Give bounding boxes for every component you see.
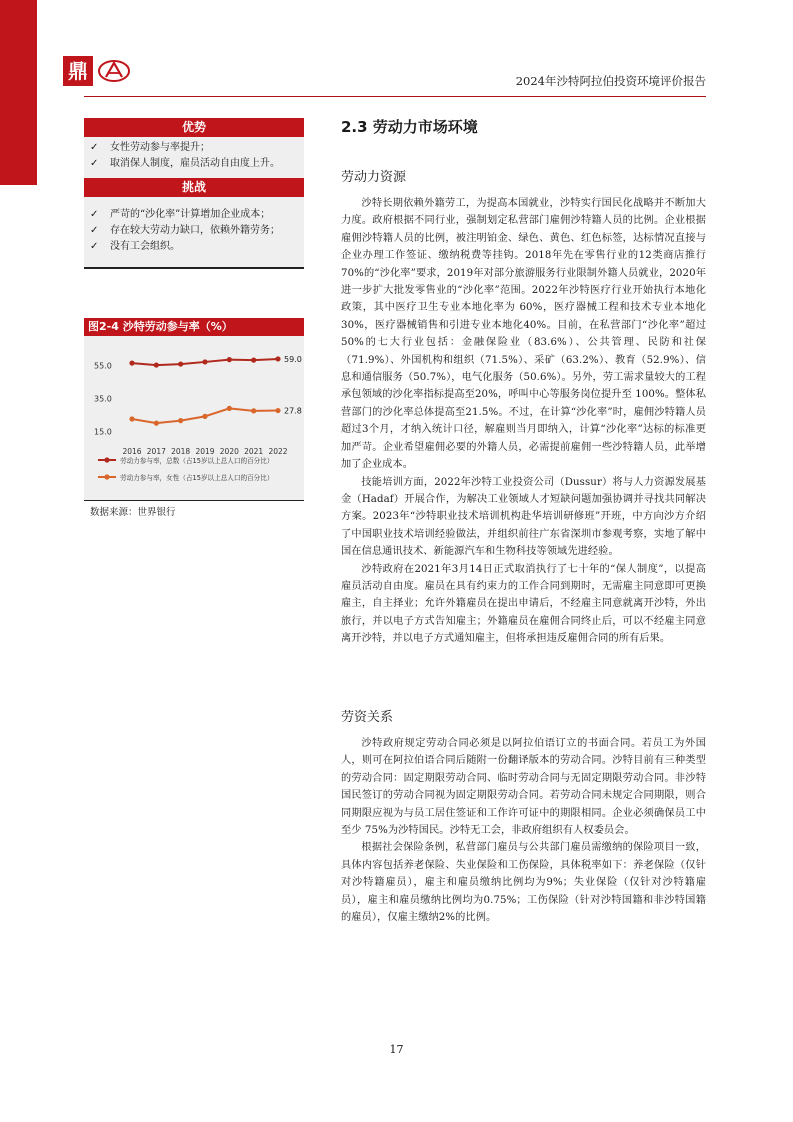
data-point [275,408,280,413]
x-tick-label: 2021 [244,447,264,456]
data-point [154,421,159,426]
x-tick-label: 2016 [122,447,142,456]
main-content-2 [341,706,706,926]
challenge-text: 严苛的“沙化率”计算增加企业成本； [110,209,271,220]
paragraph: 沙特政府在2021年3月14日正式取消执行了七十年的“保人制度”，以提高雇员活动自由度。雇员在具有约束力的工作合同到期时，无需雇主同意即可更换雇主，自主择业；允许外籍雇员在提出申请后，不经雇主同意就离开沙特，外出旅行，并以电子方式告知雇主；外籍雇员在雇佣合同终止后，可以不经雇主同意离开沙特，并以电子方式通知雇主，但将承担违反雇佣合同的所有后果。 [341,563,706,645]
advantage-text: 女性劳动参与率提升； [110,142,210,153]
paragraph: 技能培训方面，2022年沙特工业投资公司（Dussur）将与人力资源发展基金（Hadaf）开展合作，为解决工业领域人才短缺问题加强协调并寻找共同解决方案。2023年“沙特职业技术培训机构赴华培训研修班”开班，中方向沙方介绍了中国职业技术培训经验做法，并组织前往广东省深圳市参观考察，实地了解中国在信息通讯技术、新能源汽车和生物科技等领域先进经验。 [341,476,706,558]
legend-marker [104,457,109,462]
red-side-bar [0,0,37,185]
data-label: 27.8 [284,406,302,416]
paragraph: 沙特政府规定劳动合同必须是以阿拉伯语订立的书面合同。若员工为外国人，则可在阿拉伯语合同后随附一份翻译版本的劳动合同。沙特目前有三种类型的劳动合同：固定期限劳动合同、临时劳动合同与无固定期限劳动合同。非沙特国民签订的劳动合同视为固定期限劳动合同。若劳动合同未规定合同期限，则合同期限应视为与员工居住签证和工作许可证中的期限相同。企业必须确保员工中至少 75%为沙特国民。沙特无工会，非政府组织有人权委员会。 [341,738,706,837]
challenges-list [84,197,304,267]
chart-area [84,336,304,500]
list-item [90,223,304,239]
list-item [90,239,304,255]
advantage-text: 取消保人制度，雇员活动自由度上升。 [110,158,280,169]
logo-seal [63,56,93,86]
check-icon: ✓ [90,225,99,236]
logo [63,56,131,86]
main-content [341,116,706,648]
data-point [251,408,256,413]
report-title: 2024年沙特阿拉伯投资环境评价报告 [515,74,706,88]
y-tick-label: 15.0 [94,427,112,437]
x-tick-label: 2022 [268,447,288,456]
list-item [90,140,304,156]
line-chart [84,336,304,500]
paragraph: 根据社会保险条例，私营部门雇员与公共部门雇员需缴纳的保险项目一致，具体内容包括养老保险、失业保险和工伤保险，具体税率如下：养老保险（仅针对沙特籍雇员），雇主和雇员缴纳比例均为9%；失业保险（仅针对沙特籍雇员），雇主和雇员缴纳比例均为0.75%；工伤保险（针对沙特国籍和非沙特国籍的雇员），仅雇主缴纳2%的比例。 [341,842,706,924]
check-icon: ✓ [90,142,99,153]
data-point [202,414,207,419]
legend-label: 劳动力参与率，总数（占15岁以上总人口的百分比） [120,457,274,465]
y-tick-label: 55.0 [94,361,112,371]
data-point [178,418,183,423]
section-title: 2.3 劳动力市场环境 [341,118,478,136]
logo-char: 鼎 [68,59,88,83]
data-point [129,360,134,365]
data-point [178,361,183,366]
legend-label: 劳动力参与率，女性（占15岁以上总人口的百分比） [120,474,274,482]
advantages-list [84,137,304,178]
x-tick-label: 2018 [171,447,191,456]
challenge-text: 存在较大劳动力缺口，依赖外籍劳务； [110,225,280,236]
header-divider [84,96,706,97]
subsection-labor-resources: 劳动力资源 [341,170,407,185]
data-point [154,362,159,367]
paragraph: 沙特长期依赖外籍劳工，为提高本国就业，沙特实行国民化战略并不断加大力度。政府根据不同行业，强制划定私营部门雇佣沙特籍人员的比例。企业根据雇佣沙特籍人员的比例，被注明铂金、绿色、黄色、红色标签，达标情况直接与企业办理工作签证、缴纳税费等挂钩。2018年先在零售行业的12类商店推行70%的“沙化率”要求，2019年对部分旅游服务行业限制外籍人员就业，2020年进一步扩大批发零售业的“沙化率”范围。2022年沙特医疗行业开始执行本地化政策，其中医疗卫生专业本地化率为 60%，医疗器械工程和技术专业本地化30%，医疗器械销售和引进专业本地化40%。目前，在私营部门“沙化率”超过50%的七大行业包括：金融保险业（83.6%）、公共管理、民防和社保（71.9%）、外国机构和组织（71.5%）、采矿（63.2%）、教育（52.9%）、信息和通信服务（50.7%），电气化服务（50.6%）。另外，劳工需求量较大的工程承包领域的沙化率指标提高至20%，呼叫中心等服务岗位提升至 100%。整体私营部门的沙化率总体提高至21.5%。不过，在计算“沙化率”时，雇佣沙特籍人员超过3个月，才纳入统计口径，解雇则当月即纳入，计算“沙化率”达标的标准更加严苛。企业希望雇佣必要的外籍人员，必需提前雇佣一些沙特籍人员，此举增加了企业成本。 [341,198,706,471]
challenge-text: 没有工会组织。 [110,241,180,252]
figure-labor-participation [84,318,304,518]
figure-source: 数据来源：世界银行 [84,500,304,518]
data-point [227,357,232,362]
data-point [202,359,207,364]
advantages-box [84,118,304,269]
data-point [227,406,232,411]
list-item [90,156,304,172]
check-icon: ✓ [90,158,99,169]
check-icon: ✓ [90,241,99,252]
data-point [275,356,280,361]
figure-title: 图2-4 沙特劳动参与率（%） [84,318,304,336]
advantages-heading: 优势 [84,118,304,137]
x-tick-label: 2017 [146,447,166,456]
check-icon: ✓ [90,209,99,220]
x-tick-label: 2020 [219,447,239,456]
logo-emblem-icon [97,59,131,83]
data-point [251,358,256,363]
data-label: 59.0 [284,354,302,364]
legend-marker [104,474,109,479]
data-point [129,416,134,421]
subsection-labor-relations: 劳资关系 [341,710,394,725]
box-bottom-rule [84,267,304,269]
challenges-heading: 挑战 [84,178,304,197]
x-tick-label: 2019 [195,447,215,456]
page-number: 17 [389,1043,404,1056]
list-item [90,207,304,223]
y-tick-label: 35.0 [94,394,112,404]
